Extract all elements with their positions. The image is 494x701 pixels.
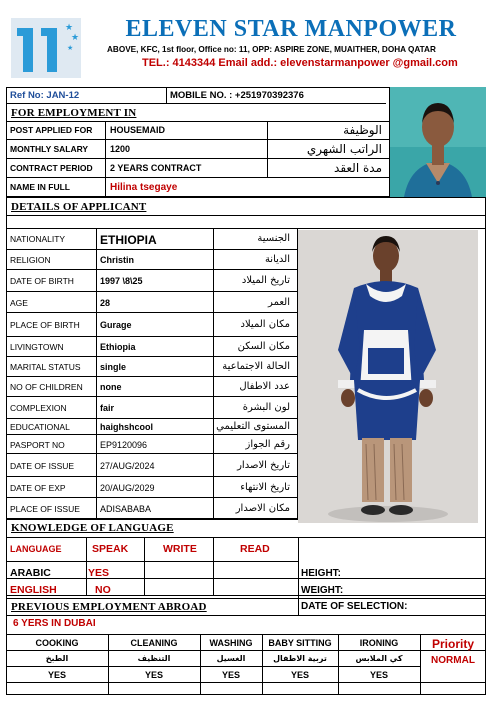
- section-experience-title: PREVIOUS EMPLOYMENT ABROAD: [11, 601, 207, 613]
- skill-name: WASHING: [209, 638, 253, 648]
- details-label: AGE: [10, 297, 28, 308]
- employment-arabic-label: مدة العقد: [334, 161, 382, 175]
- language-name: ENGLISH: [10, 584, 57, 596]
- details-arabic-label: المستوى التعليمي: [216, 421, 290, 432]
- skill-arabic: التنظيف: [137, 654, 171, 663]
- employment-label: NAME IN FULL: [10, 182, 70, 192]
- details-arabic-label: الديانة: [264, 254, 290, 265]
- details-arabic-label: لون البشرة: [242, 402, 290, 413]
- employment-label: MONTHLY SALARY: [10, 144, 89, 154]
- skill-name: BABY SITTING: [268, 638, 332, 648]
- details-label: DATE OF ISSUE: [10, 460, 75, 471]
- skill-name: IRONING: [359, 638, 399, 648]
- details-value: ETHIOPIA: [100, 232, 157, 247]
- skill-arabic: كي الملابس: [355, 654, 403, 663]
- details-arabic-label: عدد الاطفال: [239, 381, 290, 392]
- employment-arabic-label: الراتب الشهري: [306, 142, 382, 156]
- applicant-portrait-photo: [389, 87, 486, 197]
- company-logo: [11, 18, 81, 78]
- details-value: EP9120096: [100, 439, 148, 450]
- details-label: PASPORT NO: [10, 439, 65, 450]
- priority-label: Priority: [431, 637, 474, 651]
- company-name: ELEVEN STAR MANPOWER: [125, 16, 457, 42]
- details-value: haighshcool: [100, 422, 154, 432]
- details-value: Gurage: [100, 320, 132, 330]
- details-label: PLACE OF ISSUE: [10, 503, 80, 514]
- skill-value: YES: [369, 670, 388, 680]
- details-arabic-label: مكان الاصدار: [235, 502, 290, 514]
- details-value: Ethiopia: [100, 342, 136, 352]
- details-label: COMPLEXION: [10, 403, 67, 413]
- skill-arabic: الطبخ: [45, 654, 69, 663]
- details-label: NO OF CHILDREN: [10, 382, 83, 392]
- details-label: DATE OF BIRTH: [10, 276, 74, 286]
- employment-value: HOUSEMAID: [110, 125, 166, 135]
- language-name: ARABIC: [10, 567, 51, 579]
- section-details-title: DETAILS OF APPLICANT: [11, 201, 147, 213]
- date-of-selection-label: DATE OF SELECTION:: [301, 601, 408, 612]
- details-arabic-label: تاريخ الاصدار: [237, 459, 290, 471]
- skill-value: YES: [144, 670, 163, 680]
- employment-value: 1200: [110, 144, 131, 154]
- language-row: [6, 579, 486, 596]
- details-label: MARITAL STATUS: [10, 362, 81, 372]
- employment-value: Hilina tsegaye: [110, 182, 178, 193]
- details-arabic-label: تاريخ الانتهاء: [240, 481, 290, 493]
- details-label: EDUCATIONAL: [10, 422, 70, 432]
- language-header: SPEAK: [92, 543, 129, 555]
- details-label: PLACE OF BIRTH: [10, 320, 80, 330]
- skill-value: YES: [47, 670, 66, 680]
- details-arabic-label: مكان الميلاد: [240, 319, 290, 330]
- ref-number: Ref No: JAN-12: [10, 90, 80, 101]
- details-arabic-label: الجنسية: [257, 233, 290, 244]
- details-label: LIVINGTOWN: [10, 342, 64, 352]
- details-value: single: [100, 362, 127, 372]
- priority-value: NORMAL: [431, 655, 475, 666]
- height-label: HEIGHT:: [301, 568, 341, 579]
- skill-value: YES: [221, 670, 240, 680]
- details-value: fair: [100, 403, 115, 413]
- employment-arabic-label: الوظيفة: [343, 123, 382, 137]
- details-arabic-label: العمر: [268, 296, 290, 308]
- weight-label: WEIGHT:: [301, 585, 344, 596]
- details-arabic-label: تاريخ الميلاد: [241, 275, 290, 286]
- svg-text:★: ★: [67, 44, 74, 52]
- details-value: 20/AUG/2029: [100, 482, 155, 493]
- details-label: RELIGION: [10, 255, 51, 265]
- details-value: none: [100, 382, 122, 392]
- skill-arabic: الغسيل: [216, 654, 246, 663]
- skill-arabic: تربية الاطفال: [273, 654, 327, 663]
- employment-label: POST APPLIED FOR: [10, 125, 93, 135]
- skill-name: CLEANING: [130, 638, 178, 648]
- language-speak: NO: [95, 584, 111, 596]
- section-language-title: KNOWLEDGE OF LANGUAGE: [11, 522, 174, 534]
- details-value: 28: [100, 297, 111, 308]
- language-header: LANGUAGE: [10, 544, 62, 554]
- skill-name: COOKING: [35, 638, 79, 648]
- experience-summary: 6 YERS IN DUBAI: [13, 618, 96, 629]
- employment-arabic-divider: [267, 159, 268, 178]
- company-contact: TEL.: 4143344 Email add.: elevenstarmanpower @gmail.com: [142, 57, 458, 69]
- language-header: WRITE: [163, 543, 197, 555]
- details-value: 27/AUG/2024: [100, 460, 155, 471]
- section-employment-title: FOR EMPLOYMENT IN: [11, 107, 137, 119]
- svg-text:★: ★: [65, 23, 74, 33]
- details-label: NATIONALITY: [10, 234, 66, 244]
- details-value: Christin: [100, 255, 135, 265]
- skill-value: YES: [290, 670, 309, 680]
- details-arabic-label: الحالة الاجتماعية: [222, 361, 290, 372]
- details-arabic-label: رقم الجواز: [245, 438, 290, 450]
- language-row: [6, 562, 486, 579]
- details-arabic-label: مكان السكن: [237, 341, 290, 352]
- svg-text:★: ★: [71, 33, 80, 43]
- details-value: ADISABABA: [100, 503, 152, 514]
- language-header: READ: [240, 543, 270, 555]
- details-value: 1997 \8\25: [100, 276, 143, 286]
- employment-label: CONTRACT PERIOD: [10, 163, 93, 173]
- employment-arabic-divider: [267, 140, 268, 159]
- employment-value: 2 YEARS CONTRACT: [110, 163, 202, 173]
- details-label: DATE OF EXP: [10, 482, 66, 493]
- mobile-number: MOBILE NO. : +251970392376: [170, 90, 304, 101]
- company-address: ABOVE, KFC, 1st floor, Office no: 11, OPP: ASPIRE ZONE, MUAITHER, DOHA QATAR: [107, 45, 436, 54]
- employment-arabic-divider: [267, 121, 268, 140]
- language-speak: YES: [88, 567, 110, 579]
- details-photo-divider: [6, 228, 298, 519]
- applicant-full-photo: [298, 230, 478, 523]
